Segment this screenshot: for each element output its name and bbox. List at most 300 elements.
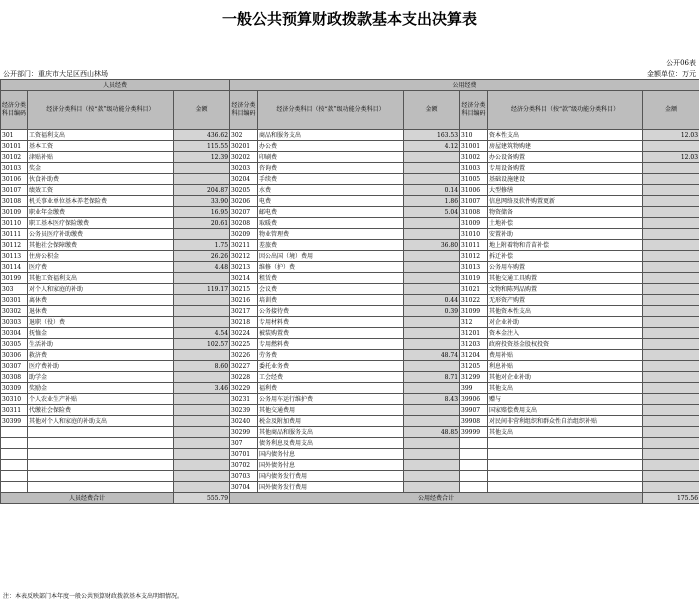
table-row: [1, 460, 699, 471]
cell-name: 债务利息及费用支出: [258, 438, 404, 449]
cell-name: 公务接待费: [258, 306, 404, 317]
cell-code: 30206: [230, 196, 258, 207]
table-row: [1, 339, 699, 350]
cell-name: 利息补贴: [488, 361, 643, 372]
table-row: [1, 416, 699, 427]
cell-name: 退职（役）费: [28, 317, 174, 328]
cell-amount: [404, 229, 460, 240]
cell-amount: [643, 262, 699, 273]
cell-name: 对个人和家庭的补助: [28, 284, 174, 295]
cell-code: 31019: [460, 273, 488, 284]
cell-code: 31009: [460, 218, 488, 229]
cell-name: [28, 460, 174, 471]
cell-amount: 163.53: [404, 130, 460, 141]
cell-amount: 12.39: [174, 152, 230, 163]
cell-amount: 1.75: [174, 240, 230, 251]
cell-code: 31002: [460, 152, 488, 163]
cell-name: 地上附着物和青苗补偿: [488, 240, 643, 251]
cell-code: 30224: [230, 328, 258, 339]
cell-code: 31008: [460, 207, 488, 218]
cell-name: [28, 438, 174, 449]
cell-code: 31012: [460, 251, 488, 262]
cell-code: 30114: [1, 262, 28, 273]
cell-amount: [643, 471, 699, 482]
cell-amount: 115.55: [174, 141, 230, 152]
cell-amount: 48.74: [404, 350, 460, 361]
cell-code: 30702: [230, 460, 258, 471]
cell-name: 伙食补助费: [28, 174, 174, 185]
cell-name: 国内债务发行费用: [258, 471, 404, 482]
cell-name: 文物和陈列品购置: [488, 284, 643, 295]
cell-name: 安置补助: [488, 229, 643, 240]
table-row: [1, 174, 699, 185]
cell-amount: [174, 306, 230, 317]
cell-name: 专用材料费: [258, 317, 404, 328]
table-row: [1, 449, 699, 460]
cell-amount: 3.46: [174, 383, 230, 394]
cell-amount: [643, 449, 699, 460]
cell-amount: [174, 174, 230, 185]
cell-code: 31001: [460, 141, 488, 152]
cell-code: 30108: [1, 196, 28, 207]
cell-name: [28, 427, 174, 438]
cell-amount: 119.17: [174, 284, 230, 295]
cell-amount: 0.44: [404, 295, 460, 306]
cell-name: 其他交通费用: [258, 405, 404, 416]
cell-code: 30240: [230, 416, 258, 427]
public-total-label: 公用经费合计: [230, 493, 643, 504]
cell-code: 301: [1, 130, 28, 141]
cell-amount: [404, 405, 460, 416]
section-personnel: 人员经费: [1, 80, 230, 91]
cell-code: 30239: [230, 405, 258, 416]
cell-amount: [404, 438, 460, 449]
cell-amount: [174, 372, 230, 383]
cell-name: 差旅费: [258, 240, 404, 251]
section-public: 公用经费: [230, 80, 699, 91]
header-amount: 金额: [174, 91, 230, 130]
cell-amount: [174, 427, 230, 438]
cell-name: 培训费: [258, 295, 404, 306]
cell-amount: [404, 471, 460, 482]
cell-name: 税金及附加费用: [258, 416, 404, 427]
cell-code: 30203: [230, 163, 258, 174]
cell-code: 31003: [460, 163, 488, 174]
cell-name: 取暖费: [258, 218, 404, 229]
cell-code: 31005: [460, 174, 488, 185]
cell-name: 国家赔偿费用支出: [488, 405, 643, 416]
cell-amount: 4.12: [404, 141, 460, 152]
cell-amount: [643, 306, 699, 317]
cell-amount: [643, 350, 699, 361]
cell-name: 租赁费: [258, 273, 404, 284]
cell-amount: 1.86: [404, 196, 460, 207]
cell-name: 基本工资: [28, 141, 174, 152]
table-row: [1, 482, 699, 493]
cell-code: 39999: [460, 427, 488, 438]
cell-amount: 20.61: [174, 218, 230, 229]
cell-amount: [643, 273, 699, 284]
cell-name: 基础设施建设: [488, 174, 643, 185]
table-row: [1, 218, 699, 229]
cell-name: 职工基本医疗保险缴费: [28, 218, 174, 229]
cell-amount: [643, 460, 699, 471]
cell-amount: 0.39: [404, 306, 460, 317]
cell-code: 31099: [460, 306, 488, 317]
cell-amount: [643, 405, 699, 416]
cell-code: 30202: [230, 152, 258, 163]
cell-name: 福利费: [258, 383, 404, 394]
cell-name: 津贴补贴: [28, 152, 174, 163]
cell-code: 30704: [230, 482, 258, 493]
cell-amount: [404, 416, 460, 427]
cell-amount: [174, 317, 230, 328]
cell-name: 政府投资基金股权投资: [488, 339, 643, 350]
cell-amount: 12.03: [643, 130, 699, 141]
cell-name: 医疗费: [28, 262, 174, 273]
cell-name: 水费: [258, 185, 404, 196]
cell-name: 劳务费: [258, 350, 404, 361]
cell-name: 对企业补助: [488, 317, 643, 328]
cell-code: [1, 460, 28, 471]
table-row: [1, 207, 699, 218]
header-code: 经济分类科目编码: [460, 91, 488, 130]
cell-code: 30102: [1, 152, 28, 163]
header-code: 经济分类科目编码: [1, 91, 28, 130]
cell-name: 其他支出: [488, 427, 643, 438]
cell-amount: 4.54: [174, 328, 230, 339]
table-row: [1, 306, 699, 317]
cell-name: 医疗费补助: [28, 361, 174, 372]
totals-row: [1, 493, 699, 504]
cell-amount: 204.87: [174, 185, 230, 196]
cell-code: [460, 482, 488, 493]
cell-amount: [404, 317, 460, 328]
cell-name: 专用设备购置: [488, 163, 643, 174]
cell-name: 工资福利支出: [28, 130, 174, 141]
cell-amount: 12.03: [643, 152, 699, 163]
department-label: 公开部门：重庆市大足区西山林场: [3, 70, 108, 78]
cell-code: 30109: [1, 207, 28, 218]
cell-amount: [404, 361, 460, 372]
cell-amount: [174, 460, 230, 471]
cell-name: 助学金: [28, 372, 174, 383]
table-row: [1, 295, 699, 306]
footnote: 注：本表反映部门本年度一般公共预算财政拨款基本支出明细情况。: [3, 593, 184, 600]
cell-name: 商品和服务支出: [258, 130, 404, 141]
table-row: [1, 196, 699, 207]
cell-code: 30201: [230, 141, 258, 152]
cell-amount: [174, 163, 230, 174]
cell-name: 其他对个人和家庭的补助支出: [28, 416, 174, 427]
cell-code: 31006: [460, 185, 488, 196]
cell-name: 奖励金: [28, 383, 174, 394]
cell-amount: [404, 163, 460, 174]
cell-code: 30703: [230, 471, 258, 482]
table-row: [1, 152, 699, 163]
cell-code: 30302: [1, 306, 28, 317]
cell-name: [488, 471, 643, 482]
cell-amount: [643, 218, 699, 229]
cell-name: 其他支出: [488, 383, 643, 394]
cell-amount: [404, 284, 460, 295]
cell-code: 30199: [1, 273, 28, 284]
cell-code: 30701: [230, 449, 258, 460]
cell-name: 大型修缮: [488, 185, 643, 196]
cell-name: 生活补助: [28, 339, 174, 350]
cell-code: 31011: [460, 240, 488, 251]
cell-amount: [643, 339, 699, 350]
cell-code: 30399: [1, 416, 28, 427]
cell-code: [460, 438, 488, 449]
cell-name: 拆迁补偿: [488, 251, 643, 262]
cell-code: 39906: [460, 394, 488, 405]
cell-amount: [643, 394, 699, 405]
cell-amount: [174, 295, 230, 306]
cell-name: 救济费: [28, 350, 174, 361]
table-row: [1, 361, 699, 372]
cell-name: [488, 438, 643, 449]
cell-name: 委托业务费: [258, 361, 404, 372]
cell-amount: [404, 482, 460, 493]
cell-amount: [643, 251, 699, 262]
cell-code: [460, 460, 488, 471]
cell-amount: [174, 416, 230, 427]
cell-code: 30227: [230, 361, 258, 372]
cell-name: 信息网络及软件购置更新: [488, 196, 643, 207]
cell-code: [1, 449, 28, 460]
cell-amount: [174, 438, 230, 449]
cell-amount: 33.90: [174, 196, 230, 207]
table-row: [1, 130, 699, 141]
table-row: [1, 471, 699, 482]
cell-code: [1, 471, 28, 482]
header-name: 经济分类科目（按“款”级功能分类科目）: [488, 91, 643, 130]
cell-code: 39907: [460, 405, 488, 416]
cell-name: 赠与: [488, 394, 643, 405]
cell-name: 其他工资福利支出: [28, 273, 174, 284]
cell-code: 31203: [460, 339, 488, 350]
cell-code: 30225: [230, 339, 258, 350]
cell-amount: [643, 229, 699, 240]
cell-code: 307: [230, 438, 258, 449]
cell-code: 30217: [230, 306, 258, 317]
cell-name: 其他资本性支出: [488, 306, 643, 317]
cell-amount: [643, 372, 699, 383]
cell-amount: 48.85: [404, 427, 460, 438]
cell-code: 30212: [230, 251, 258, 262]
cell-code: 30107: [1, 185, 28, 196]
cell-code: 310: [460, 130, 488, 141]
cell-name: [488, 460, 643, 471]
cell-amount: [643, 141, 699, 152]
cell-code: 31022: [460, 295, 488, 306]
cell-code: 30111: [1, 229, 28, 240]
cell-amount: [404, 460, 460, 471]
personnel-total-value: 555.79: [174, 493, 230, 504]
cell-code: 30226: [230, 350, 258, 361]
cell-amount: [404, 339, 460, 350]
cell-amount: [404, 262, 460, 273]
cell-amount: [404, 449, 460, 460]
cell-amount: 8.71: [404, 372, 460, 383]
cell-code: 30309: [1, 383, 28, 394]
table-row: [1, 372, 699, 383]
cell-code: 31201: [460, 328, 488, 339]
cell-code: 31204: [460, 350, 488, 361]
cell-name: 职业年金缴费: [28, 207, 174, 218]
cell-code: 30229: [230, 383, 258, 394]
cell-code: 30308: [1, 372, 28, 383]
table-row: [1, 240, 699, 251]
table-row: [1, 273, 699, 284]
cell-amount: [174, 482, 230, 493]
cell-code: 30214: [230, 273, 258, 284]
header-amount: 金额: [643, 91, 699, 130]
cell-amount: 8.60: [174, 361, 230, 372]
cell-amount: [643, 317, 699, 328]
cell-code: [460, 471, 488, 482]
cell-amount: [643, 383, 699, 394]
cell-amount: [643, 482, 699, 493]
cell-amount: [174, 449, 230, 460]
cell-code: 30213: [230, 262, 258, 273]
cell-name: 公务用车购置: [488, 262, 643, 273]
cell-name: 办公设备购置: [488, 152, 643, 163]
cell-code: [1, 438, 28, 449]
table-row: [1, 229, 699, 240]
cell-name: 会议费: [258, 284, 404, 295]
cell-name: 离休费: [28, 295, 174, 306]
cell-code: 30216: [230, 295, 258, 306]
cell-name: 费用补贴: [488, 350, 643, 361]
cell-code: 30207: [230, 207, 258, 218]
cell-code: 303: [1, 284, 28, 295]
cell-code: 302: [230, 130, 258, 141]
cell-code: 30218: [230, 317, 258, 328]
table-row: [1, 438, 699, 449]
cell-code: 31007: [460, 196, 488, 207]
cell-code: [460, 449, 488, 460]
cell-code: 31205: [460, 361, 488, 372]
cell-name: 其他商品和服务支出: [258, 427, 404, 438]
cell-name: [28, 449, 174, 460]
cell-amount: 8.43: [404, 394, 460, 405]
table-row: [1, 251, 699, 262]
cell-name: 土地补偿: [488, 218, 643, 229]
cell-name: 对民间非营利组织和群众性自治组织补贴: [488, 416, 643, 427]
header-code: 经济分类科目编码: [230, 91, 258, 130]
cell-amount: [643, 416, 699, 427]
cell-amount: [643, 427, 699, 438]
table-row: [1, 405, 699, 416]
cell-name: 资本性支出: [488, 130, 643, 141]
cell-name: 被装购置费: [258, 328, 404, 339]
cell-code: 312: [460, 317, 488, 328]
header-amount: 金额: [404, 91, 460, 130]
table-row: [1, 427, 699, 438]
cell-code: 30304: [1, 328, 28, 339]
cell-amount: 436.62: [174, 130, 230, 141]
cell-amount: [643, 185, 699, 196]
header-name: 经济分类科目（按“款”级功能分类科目）: [28, 91, 174, 130]
cell-amount: [643, 295, 699, 306]
cell-amount: 102.57: [174, 339, 230, 350]
cell-code: 30306: [1, 350, 28, 361]
cell-amount: [174, 273, 230, 284]
cell-code: 30310: [1, 394, 28, 405]
cell-name: 抚恤金: [28, 328, 174, 339]
report-title: 一般公共预算财政拨款基本支出决算表: [221, 10, 477, 28]
cell-name: 印刷费: [258, 152, 404, 163]
cell-code: 30209: [230, 229, 258, 240]
cell-code: 399: [460, 383, 488, 394]
cell-name: 电费: [258, 196, 404, 207]
cell-name: 退休费: [28, 306, 174, 317]
form-number: 公开06表: [666, 59, 696, 67]
cell-name: [28, 471, 174, 482]
cell-name: 办公费: [258, 141, 404, 152]
cell-amount: [404, 383, 460, 394]
cell-amount: [404, 218, 460, 229]
table-row: [1, 262, 699, 273]
cell-code: 30101: [1, 141, 28, 152]
cell-name: 专用燃料费: [258, 339, 404, 350]
cell-code: 30113: [1, 251, 28, 262]
cell-code: 30208: [230, 218, 258, 229]
table-row: [1, 141, 699, 152]
cell-name: 其他交通工具购置: [488, 273, 643, 284]
cell-amount: [643, 163, 699, 174]
cell-amount: 16.95: [174, 207, 230, 218]
cell-code: 30106: [1, 174, 28, 185]
cell-code: [1, 427, 28, 438]
cell-amount: [174, 350, 230, 361]
cell-name: 无形资产购置: [488, 295, 643, 306]
cell-name: 公务员医疗补助缴费: [28, 229, 174, 240]
cell-amount: [404, 273, 460, 284]
cell-amount: 26.26: [174, 251, 230, 262]
cell-code: 30307: [1, 361, 28, 372]
cell-code: 30204: [230, 174, 258, 185]
cell-name: 物资储备: [488, 207, 643, 218]
cell-amount: [643, 361, 699, 372]
cell-amount: [643, 438, 699, 449]
cell-name: 奖金: [28, 163, 174, 174]
cell-code: 31299: [460, 372, 488, 383]
cell-code: 30305: [1, 339, 28, 350]
cell-amount: [404, 328, 460, 339]
cell-code: 30301: [1, 295, 28, 306]
cell-amount: [643, 174, 699, 185]
cell-name: 房屋建筑物购建: [488, 141, 643, 152]
cell-name: [488, 449, 643, 460]
cell-code: 30112: [1, 240, 28, 251]
cell-amount: 0.14: [404, 185, 460, 196]
header-name: 经济分类科目（按“款”级功能分类科目）: [258, 91, 404, 130]
cell-name: 其他对企业补助: [488, 372, 643, 383]
table-row: [1, 185, 699, 196]
cell-name: 维修（护）费: [258, 262, 404, 273]
cell-code: 30303: [1, 317, 28, 328]
table-row: [1, 328, 699, 339]
cell-name: [488, 482, 643, 493]
unit-label: 金额单位：万元: [647, 70, 696, 78]
cell-name: 因公出国（境）费用: [258, 251, 404, 262]
table-row: [1, 394, 699, 405]
cell-amount: [174, 471, 230, 482]
cell-amount: 5.04: [404, 207, 460, 218]
